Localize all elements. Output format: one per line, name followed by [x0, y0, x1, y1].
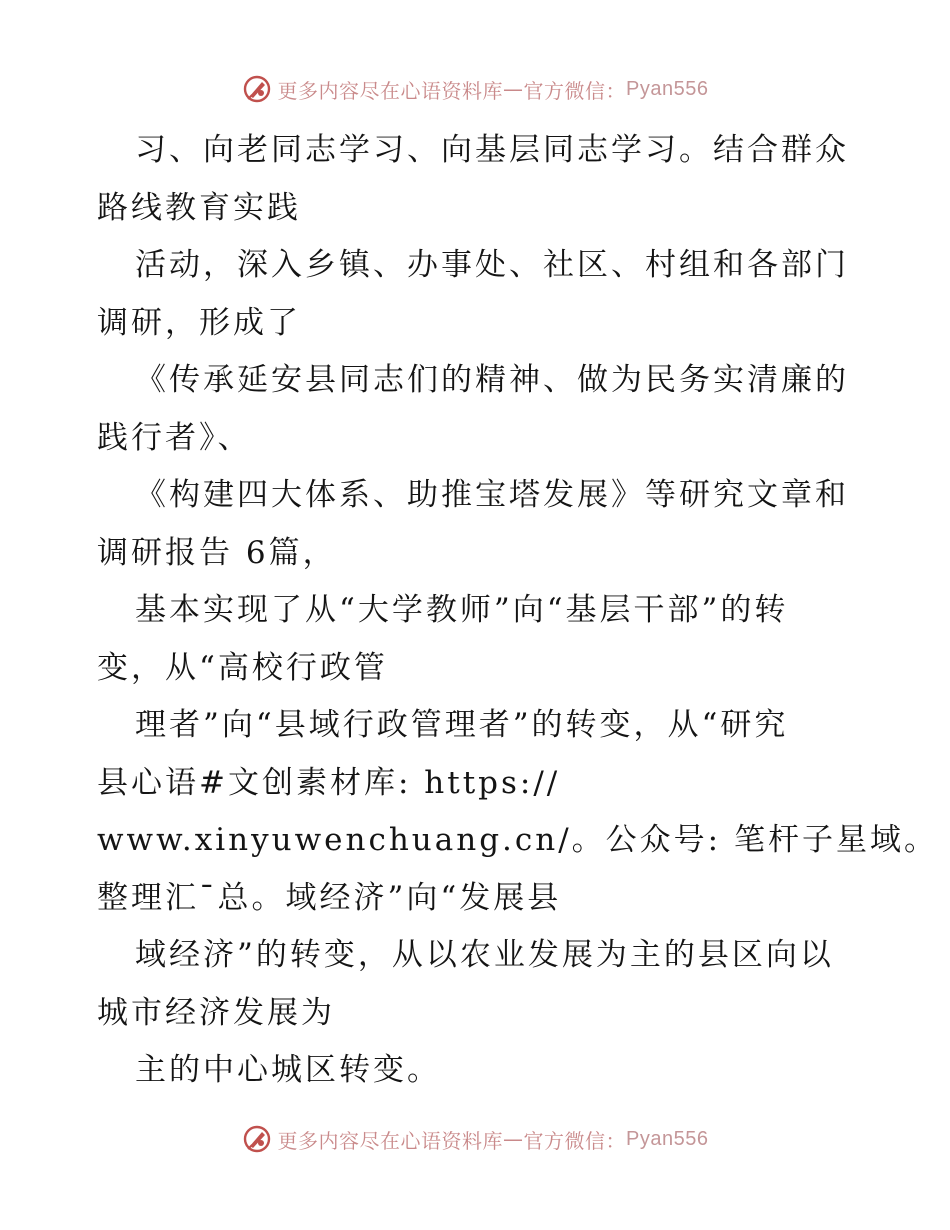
text-line: 调研，形成了	[97, 304, 301, 341]
text-line: 习、向老同志学习、向基层同志学习。结合群众	[135, 132, 849, 168]
watermark-weixin-label: 官方微信：	[523, 78, 627, 103]
text-line: 基本实现了从“大学教师”向“基层干部”的转	[135, 592, 789, 628]
text-line: 践行者》、	[97, 419, 252, 456]
text-line: 整理汇¯总。域经济”向“发展县	[97, 879, 562, 916]
header-watermark	[0, 72, 950, 106]
text-line: 城市经济发展为	[97, 994, 335, 1031]
watermark-separator: —	[503, 1127, 524, 1151]
text-line: 路线教育实践	[97, 189, 301, 226]
watermark-text: 更多内容尽在心语资料库	[277, 78, 504, 103]
watermark-separator: —	[503, 77, 524, 101]
text-line: 域经济”的转变，从以农业发展为主的县区向以	[135, 937, 834, 973]
text-line: 活动，深入乡镇、办事处、社区、村组和各部门	[135, 247, 849, 283]
watermark-weixin-id: Pyan556	[626, 77, 709, 100]
text-line: 《构建四大体系、助推宝塔发展》等研究文章和	[135, 477, 849, 513]
watermark-weixin-id: Pyan556	[626, 1127, 709, 1150]
text-line: 理者”向“县域行政管理者”的转变，从“研究	[135, 707, 789, 743]
text-line: 调研报告 6篇，	[97, 534, 337, 571]
text-line: www.xinyuwenchuang.cn/。公众号: 笔杆子星域。	[97, 822, 938, 858]
text-line: 《传承延安县同志们的精神、做为民务实清廉的	[135, 362, 849, 398]
text-line: 变，从“高校行政管	[97, 649, 388, 686]
text-line: 主的中心城区转变。	[135, 1052, 441, 1088]
document-body	[97, 122, 938, 1100]
text-line: 县心语#文创素材库: https://	[97, 764, 561, 801]
footer-watermark	[0, 1122, 950, 1156]
quill-seal-icon	[242, 74, 272, 104]
watermark-weixin-label: 官方微信：	[523, 1128, 627, 1153]
watermark-text: 更多内容尽在心语资料库	[277, 1128, 504, 1153]
quill-seal-icon	[242, 1124, 272, 1154]
